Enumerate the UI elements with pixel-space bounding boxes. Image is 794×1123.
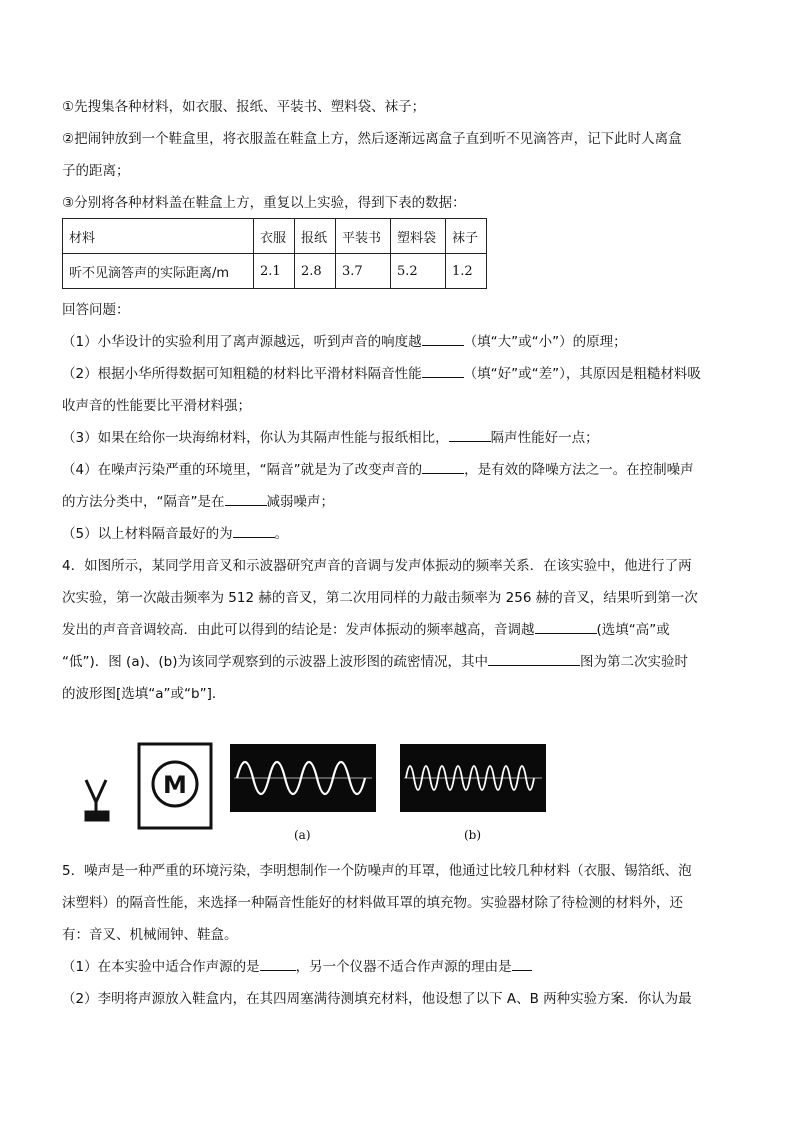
oscilloscope-label: M [163, 771, 187, 799]
answer-blank[interactable] [422, 459, 464, 474]
answer-blank[interactable] [535, 619, 597, 634]
question-text: “低”)．图 (a)、(b)为该同学观察到的示波器上波形图的疏密情况，其中 [62, 654, 488, 670]
question-text: （填“大”或“小”）的原理； [463, 334, 627, 350]
answer-blank[interactable] [233, 523, 275, 538]
question-text: （3）如果在给你一块海绵材料，你认为其隔声性能与报纸相比， [62, 430, 449, 446]
table-row [63, 254, 487, 289]
caption-a: (a) [294, 828, 311, 842]
q4-figure [82, 740, 682, 850]
waveform-a-panel [230, 744, 376, 812]
question-4 [62, 459, 742, 481]
table-cell: 2.8 [295, 254, 336, 289]
question-2 [62, 363, 742, 385]
question-text: 。 [274, 526, 289, 542]
question-text: （填“好”或“差”），其原因是粗糙材料吸 [463, 366, 701, 382]
step-1: ①先搜集各种材料，如衣服、报纸、平装书、塑料袋、袜子； [62, 99, 426, 115]
table-cell: 报纸 [295, 219, 336, 254]
answer-blank[interactable] [260, 956, 296, 971]
answer-blank[interactable] [449, 427, 491, 442]
answer-blank[interactable] [225, 491, 267, 506]
question-text: (选填“高”或 [596, 622, 670, 638]
question-text: 隔声性能好一点； [490, 430, 599, 446]
q4-line-1: 4．如图所示，某同学用音叉和示波器研究声音的音调与发声体振动的频率关系．在该实验中，他进行了两 [62, 558, 692, 574]
table-cell: 袜子 [446, 219, 487, 254]
question-text: （1）小华设计的实验利用了离声源越远，听到声音的响度越 [62, 334, 422, 350]
question-text: （2）根据小华所得数据可知粗糙的材料比平滑材料隔音性能 [62, 366, 422, 382]
q4-line-4 [62, 651, 742, 673]
table-cell: 材料 [63, 219, 254, 254]
q5-line-1: 5．噪声是一种严重的环境污染，李明想制作一个防噪声的耳罩，他通过比较几种材料（衣服、锡箔纸、泡 [62, 863, 692, 879]
answer-blank[interactable] [422, 363, 464, 378]
question-text: 的方法分类中，“隔音”是在 [62, 494, 225, 510]
table-cell: 塑料袋 [391, 219, 446, 254]
table-cell: 1.2 [446, 254, 487, 289]
step-2-cont: 子的距离； [62, 163, 130, 179]
tuning-fork-icon [86, 780, 108, 820]
question-text: 图为第二次实验时 [579, 654, 688, 670]
step-2: ②把闹钟放到一个鞋盒里，将衣服盖在鞋盒上方，然后逐渐远离盒子直到听不见滴答声，记下此时人离盒 [62, 131, 682, 147]
table-cell: 平装书 [336, 219, 391, 254]
q4-line-5: 的波形图[选填“a”或“b”]． [62, 686, 226, 702]
answer-blank[interactable] [512, 956, 532, 971]
question-5 [62, 523, 742, 545]
question-text: 发出的声音音调较高．由此可以得到的结论是：发声体振动的频率越高，音调越 [62, 622, 535, 638]
table-header-row [63, 219, 487, 254]
worksheet-page [62, 96, 742, 715]
q5-section [62, 860, 742, 1020]
q4-line-2: 次实验，第一次敲击频率为 512 赫的音叉，第二次用同样的力敲击频率为 256 赫的音叉，结果听到第一次 [62, 590, 698, 606]
q5-line-2: 沫塑料）的隔音性能，来选择一种隔音性能好的材料做耳罩的填充物。实验器材除了待检测的材料外，还 [62, 895, 683, 911]
question-1 [62, 331, 742, 353]
step-3: ③分别将各种材料盖在鞋盒上方，重复以上实验，得到下表的数据： [62, 195, 466, 211]
question-text: （1）在本实验中适合作声源的是 [62, 959, 260, 975]
question-text: 减弱噪声； [266, 494, 334, 510]
answer-blank[interactable] [488, 651, 580, 666]
question-2-cont: 收声音的性能要比平滑材料强； [62, 398, 251, 414]
answer-intro: 回答问题： [62, 302, 130, 318]
question-text: （5）以上材料隔音最好的为 [62, 526, 233, 542]
q4-line-3 [62, 619, 742, 641]
q5-line-3: 有：音叉、机械闹钟、鞋盒。 [62, 927, 238, 943]
question-text: ，是有效的降噪方法之一。在控制噪声 [464, 462, 694, 478]
waveform-b-panel [400, 744, 546, 812]
q5-line-5: （2）李明将声源放入鞋盒内，在其四周塞满待测填充材料，他设想了以下 A、B 两种实验方案．你认为最 [62, 991, 692, 1007]
table-cell: 衣服 [254, 219, 295, 254]
table-cell: 5.2 [391, 254, 446, 289]
table-cell: 2.1 [254, 254, 295, 289]
table-cell: 听不见滴答声的实际距离/m [63, 254, 254, 289]
experiment-diagram [82, 740, 682, 850]
q5-line-4 [62, 956, 742, 978]
data-table [62, 218, 487, 289]
question-text: ，另一个仪器不适合作声源的理由是 [295, 959, 512, 975]
question-text: （4）在噪声污染严重的环境里，“隔音”就是为了改变声音的 [62, 462, 423, 478]
caption-b: (b) [464, 828, 482, 842]
question-4-cont [62, 491, 742, 513]
question-3 [62, 427, 742, 449]
table-cell: 3.7 [336, 254, 391, 289]
answer-blank[interactable] [422, 331, 464, 346]
